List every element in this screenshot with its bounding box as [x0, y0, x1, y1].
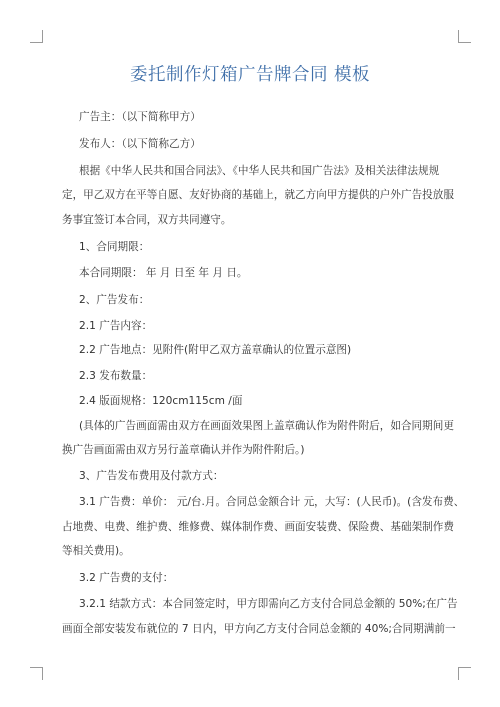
corner-mark-top-left: [30, 30, 43, 43]
contract-term-line: 本合同期限： 年 月 日至 年 月 日。: [79, 267, 248, 279]
clause-3-1-line-3: 等相关费用)。: [62, 545, 130, 557]
section-1-heading: 1、合同期限：: [79, 241, 150, 253]
clause-2-4: 2.4 版面规格：120cm115cm /面: [79, 395, 243, 407]
clause-2-1: 2.1 广告内容：: [79, 320, 153, 332]
section-3-heading: 3、广告发布费用及付款方式：: [79, 470, 224, 482]
note-line-2: 换广告画面需由双方另行盖章确认并作为附件附后。): [62, 444, 305, 456]
corner-mark-top-right: [458, 30, 471, 43]
preamble-line-3: 务事宜签订本合同，双方共同遵守。: [62, 214, 232, 226]
advertiser-line: 广告主：（以下简称甲方）: [79, 111, 201, 123]
section-2-heading: 2、广告发布：: [79, 294, 150, 306]
clause-2-2: 2.2 广告地点：见附件(附甲乙双方盖章确认的位置示意图): [79, 344, 352, 356]
preamble-line-1: 根据《中华人民共和国合同法》、《中华人民共和国广告法》及相关法律法规规: [79, 165, 440, 177]
clause-3-2-1-line-2: 画面全部安装发布就位的 7 日内，甲方向乙方支付合同总金额的 40%;合同期满前一: [62, 623, 456, 635]
note-line-1: (具体的广告画面需由双方在画面效果图上盖章确认作为附件附后，如合同期间更: [79, 420, 454, 432]
clause-3-1-line-1: 3.1 广告费：单价： 元/台.月。合同总金额合计 元，大写：(人民币)。(含发布费、: [79, 496, 465, 508]
clause-3-2-1-line-1: 3.2.1 结款方式：本合同签定时，甲方即需向乙方支付合同总金额的 50%;在广告: [79, 598, 458, 610]
preamble-line-2: 定，甲乙双方在平等自愿、友好协商的基础上，就乙方向甲方提供的户外广告投放服: [62, 189, 454, 201]
clause-3-2: 3.2 广告费的支付：: [79, 572, 174, 584]
corner-mark-bottom-right: [458, 667, 471, 680]
corner-mark-bottom-left: [30, 667, 43, 680]
publisher-line: 发布人：（以下简称乙方）: [79, 138, 201, 150]
clause-2-3: 2.3 发布数量：: [79, 370, 153, 382]
clause-3-1-line-2: 占地费、电费、维护费、维修费、媒体制作费、画面安装费、保险费、基础架制作费: [62, 521, 454, 533]
document-title: 委托制作灯箱广告牌合同 模板: [129, 65, 371, 85]
